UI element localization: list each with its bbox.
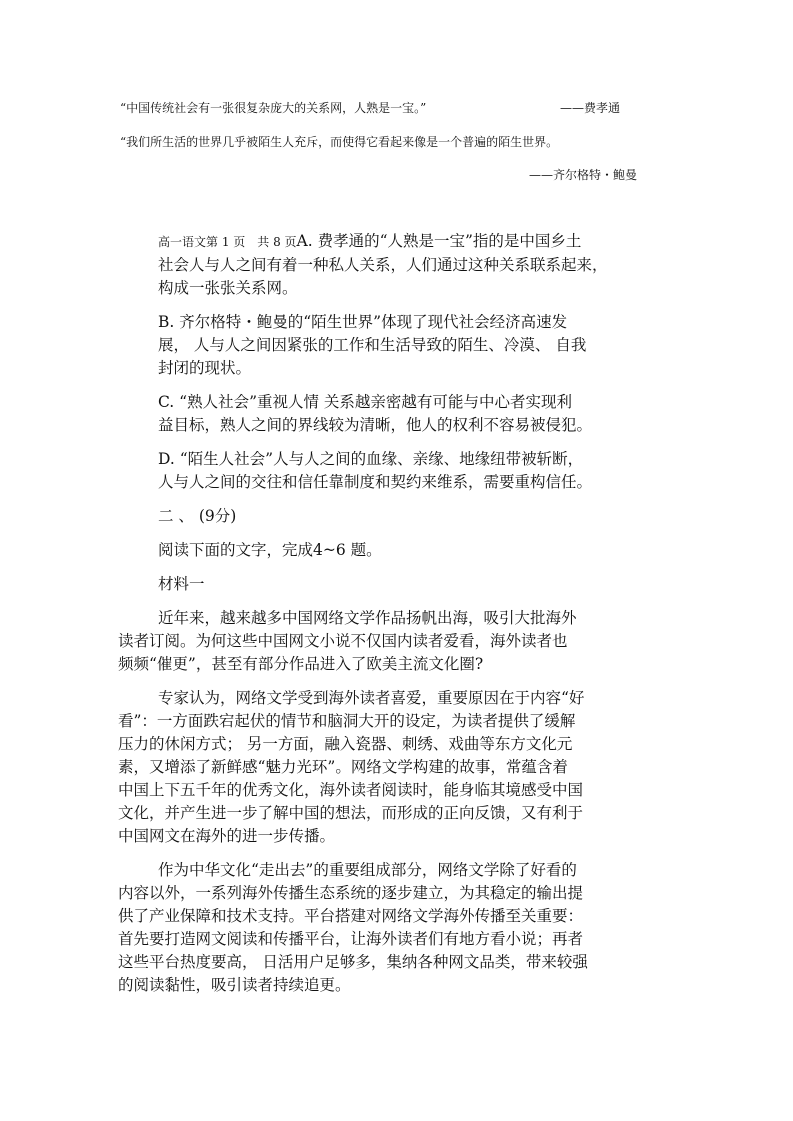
- section-heading: 二 、 (9分): [158, 507, 237, 525]
- paragraph-3: 作为中华文化“走出去”的重要组成部分，网络文学除了好看的 内容以外，一系列海外传播生态系统的逐步建立，为其稳定的输出提 供了产业保障和技术支持。平台搭建对网络文学海外传播至关重要： 首先要打造网文阅读和传播平台，让海外读者们有地方看小说；再者 这些平台热度要高， 日活用户足够多，集纳各种网文品类，带来较强 的阅读黏性，吸引读者持续追更。: [118, 861, 588, 994]
- main-content: [118, 230, 640, 1008]
- paragraph-1: 近年来，越来越多中国网络文学作品扬帆出海，吸引大批海外 读者订阅。为何这些中国网文小说不仅国内读者爱看，海外读者也 频频“催更”，甚至有部分作品进入了欧美主流文化圈?: [118, 609, 577, 673]
- option-b: B. 齐尔格特・鲍曼的“陌生世界”体现了现代社会经济高速发 展， 人与人之间因紧张的工作和生活导致的陌生、冷漠、 自我 封闭的现状。: [158, 313, 587, 377]
- instruction: 阅读下面的文字，完成4~6 题。: [158, 541, 382, 559]
- material-title: 材料一: [158, 575, 205, 593]
- quote-1-author: ——费孝通: [560, 101, 621, 115]
- quote-2-author: ——齐尔格特・鲍曼: [529, 168, 638, 182]
- option-a: 高一语文第 1 页 共 8 页A. 费孝通的“人熟是一宝”指的是中国乡土 社会人与人之间有着一种私人关系，人们通过这种关系联系起来， 构成一张张关系网。: [158, 232, 608, 297]
- quote-2-text: “我们所生活的世界几乎被陌生人充斥，而使得它看起来像是一个普遍的陌生世界。: [120, 135, 559, 149]
- option-d: D. “陌生人社会”人与人之间的血缘、亲缘、地缘纽带被斩断， 人与人之间的交往和信任靠制度和契约来维系，需要重构信任。: [158, 450, 593, 491]
- paragraph-2: 专家认为，网络文学受到海外读者喜爱，重要原因在于内容“好 看”：一方面跌宕起伏的情节和脑洞大开的设定，为读者提供了缓解 压力的休闲方式； 另一方面，融入瓷器、刺绣、戏曲等东方文化元 素，又增添了新鲜感“魅力光环”。网络文学构建的故事，常蕴含着 中国上下五千年的优秀文化，海外读者阅读时，能身临其境感受中国 文化，并产生进一步了解中国的想法，而形成的正向反馈，又有利于 中国网文在海外的进一步传播。: [118, 689, 585, 845]
- page-footer-label: 高一语文第 1 页 共 8 页: [158, 235, 297, 249]
- option-c: C. “熟人社会”重视人情 关系越亲密越有可能与中心者实现利 益目标，熟人之间的界线较为清晰，他人的权利不容易被侵犯。: [158, 393, 593, 434]
- quote-1-text: “中国传统社会有一张很复杂庞大的关系网，人熟是一宝。”: [120, 101, 427, 115]
